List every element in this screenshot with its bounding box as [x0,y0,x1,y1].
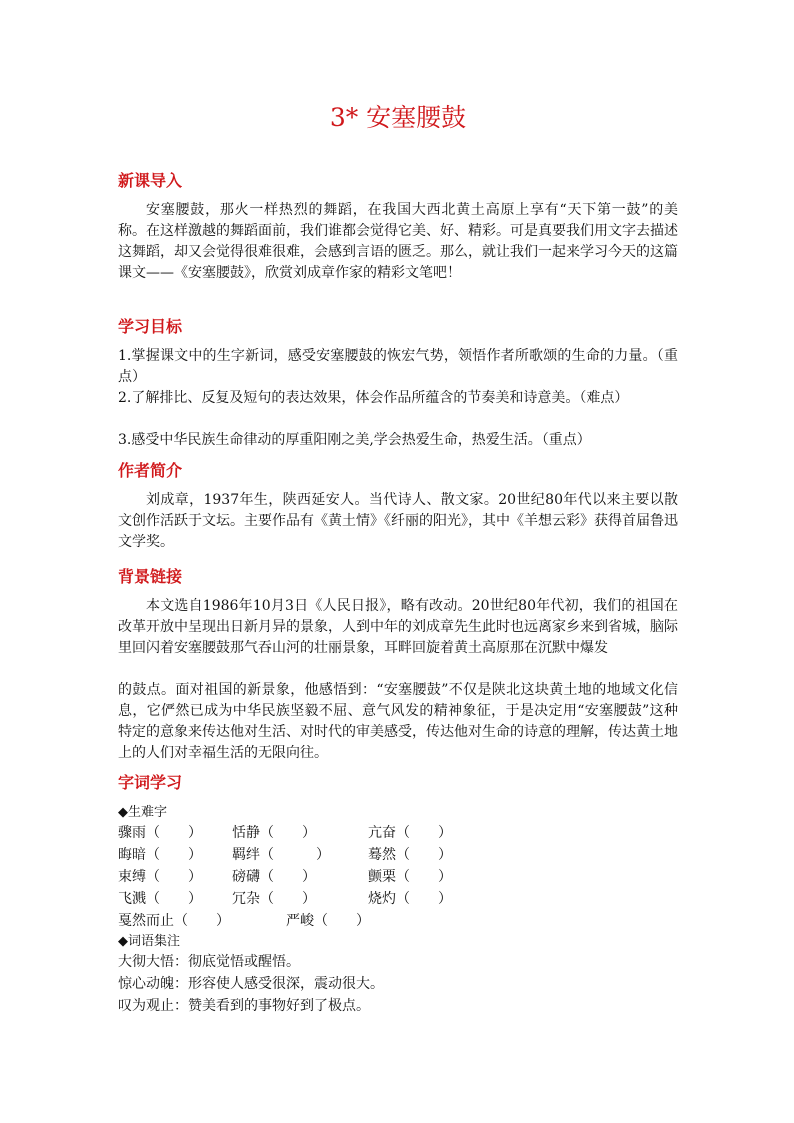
heading-intro: 新课导入 [118,171,183,190]
char-item: 恬静（ ） [232,825,316,841]
heading-author: 作者简介 [118,461,183,480]
goal-item-3: 3.感受中华民族生命律动的厚重阳刚之美,学会热爱生命，热爱生活。（重点） [118,432,591,448]
glossary-item: 叹为观止：赞美看到的事物好到了极点。 [118,998,370,1014]
char-item: 羁绊（ ） [232,847,330,863]
char-item: 烧灼（ ） [368,891,452,907]
char-item: 颤栗（ ） [368,869,452,885]
char-item: 磅礴（ ） [232,869,316,885]
heading-words: 字词学习 [118,773,183,792]
goal-item-1: 1.掌握课文中的生字新词，感受安塞腰鼓的恢宏气势，领悟作者所歌颂的生命的力量。（重点） [118,348,678,385]
char-item: 严峻（ ） [286,913,370,929]
goal-item-2: 2.了解排比、反复及短句的表达效果，体会作品所蕴含的节奏美和诗意美。（难点） [118,390,629,406]
intro-paragraph: 安塞腰鼓，那火一样热烈的舞蹈，在我国大西北黄土高原上享有“天下第一鼓”的美称。在这样激越的舞蹈面前，我们谁都会觉得它美、好、精彩。可是真要我们用文字去描述这舞蹈，却又会觉得很难很难，会感到言语的匮乏。那么，就让我们一起来学习今天的这篇课文——《安塞腰鼓》，欣赏刘成章作家的精彩文笔吧！ [118,202,678,281]
subheading-characters: ◆生难字 [118,805,167,820]
char-item: 戛然而止（ ） [118,913,230,929]
char-item: 蓦然（ ） [368,847,452,863]
glossary-item: 大彻大悟：彻底觉悟或醒悟。 [118,954,300,970]
heading-background: 背景链接 [118,567,183,586]
heading-goals: 学习目标 [118,317,183,336]
glossary-item: 惊心动魄：形容使人感受很深，震动很大。 [118,976,384,992]
char-item: 飞溅（ ） [118,891,202,907]
char-item: 亢奋（ ） [368,825,452,841]
subheading-glossary: ◆词语集注 [118,934,180,949]
char-item: 晦暗（ ） [118,847,202,863]
page-title: 3* 安塞腰鼓 [329,103,467,132]
background-paragraph-2: 的鼓点。面对祖国的新景象，他感悟到：“安塞腰鼓”不仅是陕北这块黄土地的地域文化信息，它俨然已成为中华民族坚毅不屈、意气风发的精神象征，于是决定用“安塞腰鼓”这种特定的意象来传达他对生活、对时代的审美感受，传达他对生命的诗意的理解，传达黄土地上的人们对幸福生活的无限向往。 [118,682,678,761]
author-paragraph: 刘成章，1937年生，陕西延安人。当代诗人、散文家。20世纪80年代以来主要以散文创作活跃于文坛。主要作品有《黄土情》《纤丽的阳光》，其中《羊想云彩》获得首届鲁迅文学奖。 [118,492,678,550]
char-item: 骤雨（ ） [118,825,202,841]
char-item: 冗杂（ ） [232,891,316,907]
background-paragraph-1: 本文选自1986年10月3日《人民日报》，略有改动。20世纪80年代初，我们的祖国在改革开放中呈现出日新月异的景象，人到中年的刘成章先生此时也远离家乡来到省城，脑际里回闪着安塞腰鼓那气吞山河的壮丽景象，耳畔回旋着黄土高原那在沉默中爆发 [118,598,678,656]
char-item: 束缚（ ） [118,869,202,885]
